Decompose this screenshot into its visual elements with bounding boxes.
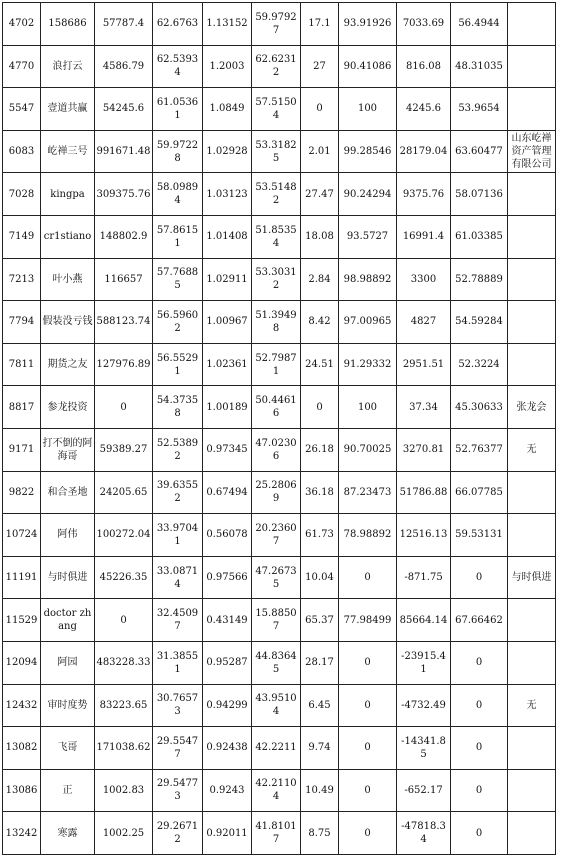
value-cell-5: 0.43149 (203, 599, 252, 642)
value-cell-5: 0.56078 (203, 514, 252, 557)
note-cell (508, 641, 556, 684)
value-cell-7: 17.1 (301, 3, 339, 46)
value-cell-4: 62.53934 (153, 45, 203, 88)
value-cell-7: 9.74 (301, 727, 339, 770)
value-cell-5: 1.02361 (203, 343, 252, 386)
note-cell (508, 88, 556, 131)
value-cell-10: 67.66462 (451, 599, 508, 642)
table-row (3, 386, 556, 429)
value-cell-4: 58.09894 (153, 173, 203, 216)
value-cell-9: 85664.14 (397, 599, 451, 642)
value-cell-3: 127976.89 (95, 343, 153, 386)
value-cell-8: 97.00965 (339, 301, 397, 344)
value-cell-5: 1.02911 (203, 258, 252, 301)
value-cell-4: 33.08714 (153, 556, 203, 599)
value-cell-5: 0.92438 (203, 727, 252, 770)
value-cell-9: -23915.41 (397, 641, 451, 684)
value-cell-8: 87.23473 (339, 471, 397, 514)
value-cell-8: 99.28546 (339, 130, 397, 173)
value-cell-3: 1002.83 (95, 769, 153, 812)
note-cell (508, 812, 556, 855)
value-cell-10: 52.76377 (451, 428, 508, 471)
value-cell-6: 47.26735 (252, 556, 301, 599)
value-cell-9: 4245.6 (397, 88, 451, 131)
id-cell: 12094 (3, 641, 41, 684)
value-cell-7: 18.08 (301, 215, 339, 258)
id-cell: 11191 (3, 556, 41, 599)
value-cell-4: 61.05361 (153, 88, 203, 131)
id-cell: 9822 (3, 471, 41, 514)
table-row (3, 641, 556, 684)
note-cell: 无 (508, 684, 556, 727)
name-cell: 寒露 (41, 812, 95, 855)
value-cell-4: 33.97041 (153, 514, 203, 557)
value-cell-6: 59.97927 (252, 3, 301, 46)
note-cell (508, 215, 556, 258)
id-cell: 5547 (3, 88, 41, 131)
name-cell: 正 (41, 769, 95, 812)
value-cell-6: 52.79871 (252, 343, 301, 386)
value-cell-10: 61.03385 (451, 215, 508, 258)
name-cell: 期货之友 (41, 343, 95, 386)
name-cell: kingpa (41, 173, 95, 216)
table-row (3, 769, 556, 812)
value-cell-4: 31.38551 (153, 641, 203, 684)
value-cell-7: 36.18 (301, 471, 339, 514)
value-cell-5: 1.03123 (203, 173, 252, 216)
value-cell-9: 37.34 (397, 386, 451, 429)
name-cell: 打不倒的阿海哥 (41, 428, 95, 471)
value-cell-4: 29.26712 (153, 812, 203, 855)
value-cell-9: 816.08 (397, 45, 451, 88)
value-cell-3: 45226.35 (95, 556, 153, 599)
value-cell-6: 51.85354 (252, 215, 301, 258)
note-cell: 张龙会 (508, 386, 556, 429)
value-cell-6: 42.2211 (252, 727, 301, 770)
id-cell: 13242 (3, 812, 41, 855)
value-cell-3: 0 (95, 599, 153, 642)
id-cell: 7213 (3, 258, 41, 301)
ranking-table (2, 2, 556, 855)
value-cell-5: 1.0849 (203, 88, 252, 131)
value-cell-3: 588123.74 (95, 301, 153, 344)
value-cell-10: 54.59284 (451, 301, 508, 344)
value-cell-8: 93.91926 (339, 3, 397, 46)
table-row (3, 301, 556, 344)
value-cell-7: 28.17 (301, 641, 339, 684)
value-cell-9: 12516.13 (397, 514, 451, 557)
value-cell-6: 43.95104 (252, 684, 301, 727)
value-cell-7: 0 (301, 386, 339, 429)
note-cell (508, 727, 556, 770)
value-cell-4: 56.59602 (153, 301, 203, 344)
value-cell-5: 0.97566 (203, 556, 252, 599)
value-cell-10: 58.07136 (451, 173, 508, 216)
value-cell-5: 1.02928 (203, 130, 252, 173)
value-cell-7: 2.01 (301, 130, 339, 173)
value-cell-6: 42.21104 (252, 769, 301, 812)
name-cell: 壹道共赢 (41, 88, 95, 131)
value-cell-7: 8.42 (301, 301, 339, 344)
value-cell-6: 47.02306 (252, 428, 301, 471)
value-cell-10: 0 (451, 684, 508, 727)
table-row (3, 258, 556, 301)
table-row (3, 599, 556, 642)
value-cell-6: 44.83645 (252, 641, 301, 684)
value-cell-8: 100 (339, 386, 397, 429)
value-cell-9: 3300 (397, 258, 451, 301)
table-row (3, 45, 556, 88)
value-cell-3: 1002.25 (95, 812, 153, 855)
value-cell-3: 171038.62 (95, 727, 153, 770)
note-cell (508, 769, 556, 812)
name-cell: 阿园 (41, 641, 95, 684)
name-cell: 阿伟 (41, 514, 95, 557)
value-cell-5: 0.97345 (203, 428, 252, 471)
value-cell-3: 4586.79 (95, 45, 153, 88)
value-cell-5: 1.00189 (203, 386, 252, 429)
table-row (3, 88, 556, 131)
table-row (3, 556, 556, 599)
value-cell-4: 29.54773 (153, 769, 203, 812)
id-cell: 12432 (3, 684, 41, 727)
value-cell-10: 52.3224 (451, 343, 508, 386)
value-cell-4: 39.63552 (153, 471, 203, 514)
name-cell: 158686 (41, 3, 95, 46)
value-cell-7: 10.49 (301, 769, 339, 812)
value-cell-8: 0 (339, 812, 397, 855)
value-cell-6: 62.62312 (252, 45, 301, 88)
table-row (3, 343, 556, 386)
name-cell: 浪打云 (41, 45, 95, 88)
note-cell (508, 514, 556, 557)
value-cell-4: 32.45097 (153, 599, 203, 642)
id-cell: 7149 (3, 215, 41, 258)
value-cell-6: 53.31825 (252, 130, 301, 173)
value-cell-7: 6.45 (301, 684, 339, 727)
name-cell: 和合圣地 (41, 471, 95, 514)
value-cell-5: 0.94299 (203, 684, 252, 727)
value-cell-3: 100272.04 (95, 514, 153, 557)
value-cell-7: 61.73 (301, 514, 339, 557)
value-cell-6: 15.88507 (252, 599, 301, 642)
value-cell-8: 90.41086 (339, 45, 397, 88)
value-cell-5: 1.2003 (203, 45, 252, 88)
value-cell-9: 2951.51 (397, 343, 451, 386)
value-cell-6: 41.81017 (252, 812, 301, 855)
note-cell (508, 45, 556, 88)
value-cell-8: 78.98892 (339, 514, 397, 557)
value-cell-6: 20.23607 (252, 514, 301, 557)
value-cell-4: 54.37358 (153, 386, 203, 429)
value-cell-3: 83223.65 (95, 684, 153, 727)
value-cell-5: 1.01408 (203, 215, 252, 258)
value-cell-6: 25.28069 (252, 471, 301, 514)
value-cell-4: 57.76885 (153, 258, 203, 301)
id-cell: 6083 (3, 130, 41, 173)
value-cell-4: 62.6763 (153, 3, 203, 46)
value-cell-3: 54245.6 (95, 88, 153, 131)
value-cell-8: 77.98499 (339, 599, 397, 642)
value-cell-4: 57.86151 (153, 215, 203, 258)
value-cell-8: 93.5727 (339, 215, 397, 258)
value-cell-10: 63.60477 (451, 130, 508, 173)
name-cell: 叶小燕 (41, 258, 95, 301)
table-row (3, 3, 556, 46)
value-cell-8: 100 (339, 88, 397, 131)
value-cell-10: 0 (451, 641, 508, 684)
id-cell: 9171 (3, 428, 41, 471)
value-cell-3: 57787.4 (95, 3, 153, 46)
value-cell-8: 91.29332 (339, 343, 397, 386)
value-cell-9: -14341.85 (397, 727, 451, 770)
note-cell: 山东屹禅资产管理有限公司 (508, 130, 556, 173)
value-cell-9: 28179.04 (397, 130, 451, 173)
note-cell (508, 258, 556, 301)
value-cell-6: 57.51504 (252, 88, 301, 131)
value-cell-9: -47818.34 (397, 812, 451, 855)
value-cell-10: 59.53131 (451, 514, 508, 557)
id-cell: 13082 (3, 727, 41, 770)
table-row (3, 215, 556, 258)
value-cell-9: -652.17 (397, 769, 451, 812)
value-cell-4: 29.55477 (153, 727, 203, 770)
id-cell: 8817 (3, 386, 41, 429)
name-cell: 审时度势 (41, 684, 95, 727)
value-cell-7: 24.51 (301, 343, 339, 386)
name-cell: doctor zhang (41, 599, 95, 642)
note-cell (508, 471, 556, 514)
id-cell: 7794 (3, 301, 41, 344)
value-cell-7: 27 (301, 45, 339, 88)
value-cell-3: 116657 (95, 258, 153, 301)
value-cell-3: 59389.27 (95, 428, 153, 471)
id-cell: 11529 (3, 599, 41, 642)
name-cell: 假装没亏钱 (41, 301, 95, 344)
value-cell-4: 56.55291 (153, 343, 203, 386)
value-cell-4: 30.76573 (153, 684, 203, 727)
note-cell (508, 599, 556, 642)
value-cell-3: 24205.65 (95, 471, 153, 514)
value-cell-10: 48.31035 (451, 45, 508, 88)
value-cell-6: 53.30312 (252, 258, 301, 301)
value-cell-8: 0 (339, 727, 397, 770)
note-cell (508, 3, 556, 46)
value-cell-10: 0 (451, 812, 508, 855)
value-cell-9: -871.75 (397, 556, 451, 599)
table-row (3, 130, 556, 173)
value-cell-6: 50.44616 (252, 386, 301, 429)
id-cell: 7028 (3, 173, 41, 216)
name-cell: 参龙投资 (41, 386, 95, 429)
value-cell-9: -4732.49 (397, 684, 451, 727)
value-cell-3: 991671.48 (95, 130, 153, 173)
name-cell: 飞哥 (41, 727, 95, 770)
value-cell-10: 45.30633 (451, 386, 508, 429)
value-cell-5: 1.13152 (203, 3, 252, 46)
note-cell: 与时俱进 (508, 556, 556, 599)
note-cell (508, 343, 556, 386)
value-cell-3: 483228.33 (95, 641, 153, 684)
note-cell (508, 301, 556, 344)
note-cell (508, 173, 556, 216)
value-cell-7: 2.84 (301, 258, 339, 301)
value-cell-3: 0 (95, 386, 153, 429)
value-cell-10: 52.78889 (451, 258, 508, 301)
value-cell-5: 1.00967 (203, 301, 252, 344)
table-row (3, 727, 556, 770)
id-cell: 7811 (3, 343, 41, 386)
value-cell-7: 26.18 (301, 428, 339, 471)
name-cell: cr1stiano (41, 215, 95, 258)
value-cell-9: 51786.88 (397, 471, 451, 514)
note-cell: 无 (508, 428, 556, 471)
table-row (3, 428, 556, 471)
value-cell-8: 0 (339, 684, 397, 727)
value-cell-10: 0 (451, 727, 508, 770)
table-row (3, 514, 556, 557)
value-cell-7: 0 (301, 88, 339, 131)
value-cell-10: 53.9654 (451, 88, 508, 131)
value-cell-10: 56.4944 (451, 3, 508, 46)
value-cell-3: 148802.9 (95, 215, 153, 258)
value-cell-5: 0.95287 (203, 641, 252, 684)
value-cell-9: 16991.4 (397, 215, 451, 258)
table-row (3, 173, 556, 216)
value-cell-8: 0 (339, 769, 397, 812)
value-cell-5: 0.92011 (203, 812, 252, 855)
value-cell-7: 27.47 (301, 173, 339, 216)
value-cell-10: 66.07785 (451, 471, 508, 514)
value-cell-9: 7033.69 (397, 3, 451, 46)
value-cell-8: 98.98892 (339, 258, 397, 301)
value-cell-7: 8.75 (301, 812, 339, 855)
id-cell: 13086 (3, 769, 41, 812)
value-cell-3: 309375.76 (95, 173, 153, 216)
id-cell: 10724 (3, 514, 41, 557)
value-cell-10: 0 (451, 769, 508, 812)
value-cell-9: 3270.81 (397, 428, 451, 471)
id-cell: 4702 (3, 3, 41, 46)
id-cell: 4770 (3, 45, 41, 88)
value-cell-8: 0 (339, 641, 397, 684)
value-cell-8: 90.24294 (339, 173, 397, 216)
value-cell-8: 0 (339, 556, 397, 599)
table-row (3, 684, 556, 727)
value-cell-10: 0 (451, 556, 508, 599)
value-cell-9: 9375.76 (397, 173, 451, 216)
value-cell-7: 10.04 (301, 556, 339, 599)
value-cell-9: 4827 (397, 301, 451, 344)
value-cell-6: 51.39498 (252, 301, 301, 344)
value-cell-6: 53.51482 (252, 173, 301, 216)
value-cell-8: 90.70025 (339, 428, 397, 471)
value-cell-7: 65.37 (301, 599, 339, 642)
name-cell: 屹禅三号 (41, 130, 95, 173)
value-cell-5: 0.67494 (203, 471, 252, 514)
table-body (3, 3, 556, 855)
table-row (3, 812, 556, 855)
table-row (3, 471, 556, 514)
value-cell-4: 52.53892 (153, 428, 203, 471)
name-cell: 与时俱进 (41, 556, 95, 599)
value-cell-4: 59.97228 (153, 130, 203, 173)
value-cell-5: 0.9243 (203, 769, 252, 812)
